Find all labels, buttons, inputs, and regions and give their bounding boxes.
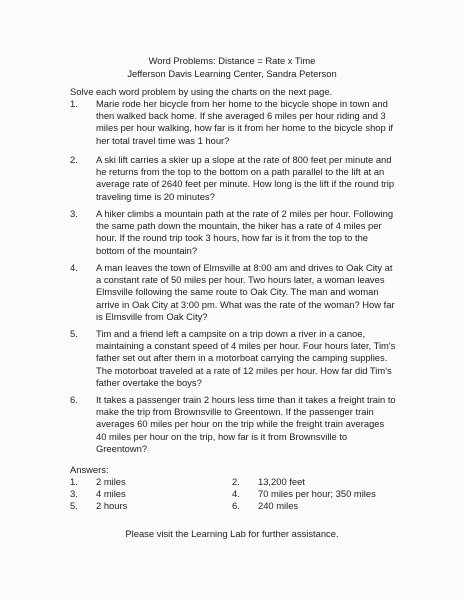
answer-number: 6. xyxy=(232,500,240,511)
worksheet-title xyxy=(0,54,464,80)
instructions: Solve each word problem by using the charts on the next page. xyxy=(70,86,333,97)
answer-number: 1. xyxy=(70,476,78,487)
problem-number: 1. xyxy=(70,98,78,109)
answer-value: 240 miles xyxy=(258,500,299,511)
answer-value: 2 miles xyxy=(96,476,126,487)
problem-text: A ski lift carries a skier up a slope at the rate of 800 feet per minute and he returns from the top to the bottom on a path parallel to the lift at an average rate of 2640 feet per minute. How long is the lift if the round trip traveling time is 20 minutes? xyxy=(96,154,395,202)
problem-text: A man leaves the town of Elmsville at 8:00 am and drives to Oak City at a constant rate of 50 miles per hour. Two hours later, a woman leaves Elmsville following the same route to Oak City. The man and woman arrive in Oak City at 3:00 pm. What was the rate of the woman? How far is Elmsville from Oak City? xyxy=(96,262,395,322)
answer-number: 2. xyxy=(232,476,240,487)
problem-text: A hiker climbs a mountain path at the rate of 2 miles per hour. Following the same path down the mountain, the hiker has a rate of 4 miles per hour. If the round trip took 3 hours, how far is it from the top to the bottom of the mountain? xyxy=(96,208,394,256)
answer-value: 4 miles xyxy=(96,488,126,499)
problem-text: It takes a passenger train 2 hours less time than it takes a freight train to make the trip from Brownsville to Greentown. If the passenger train averages 60 miles per hour on the trip while the freight train averages 40 miles per hour on the trip, how far is it from Brownsville to Greentown? xyxy=(96,394,396,454)
answer-number: 5. xyxy=(70,500,78,511)
problem-number: 3. xyxy=(70,208,78,219)
title-line-2: Jefferson Davis Learning Center, Sandra Peterson xyxy=(127,68,337,79)
problem-number: 5. xyxy=(70,328,78,339)
footer-note: Please visit the Learning Lab for further assistance. xyxy=(125,528,339,539)
problem-text: Marie rode her bicycle from her home to the bicycle shope in town and then walked back home. If she averaged 6 miles per hour riding and 3 miles per hour walking, how far is it from her home to the bicycle shop if her total travel time was 1 hour? xyxy=(96,98,394,146)
answers-heading: Answers: xyxy=(70,464,109,475)
answer-number: 4. xyxy=(232,488,240,499)
answer-value: 70 miles per hour; 350 miles xyxy=(258,488,376,499)
answer-number: 3. xyxy=(70,488,78,499)
problem-text: Tim and a friend left a campsite on a trip down a river in a canoe, maintaining a constant speed of 4 miles per hour. Four hours later, Tim's father set out after them in a motorboat carrying the camping supplies. The motorboat traveled at a rate of 12 miles per hour. How far did Tim's father overtake the boys? xyxy=(96,328,396,388)
problem-number: 2. xyxy=(70,154,78,165)
problem-number: 4. xyxy=(70,262,78,273)
answer-value: 13,200 feet xyxy=(258,476,305,487)
problem-number: 6. xyxy=(70,394,78,405)
title-line-1: Word Problems: Distance = Rate x Time xyxy=(148,55,316,66)
answer-value: 2 hours xyxy=(96,500,128,511)
